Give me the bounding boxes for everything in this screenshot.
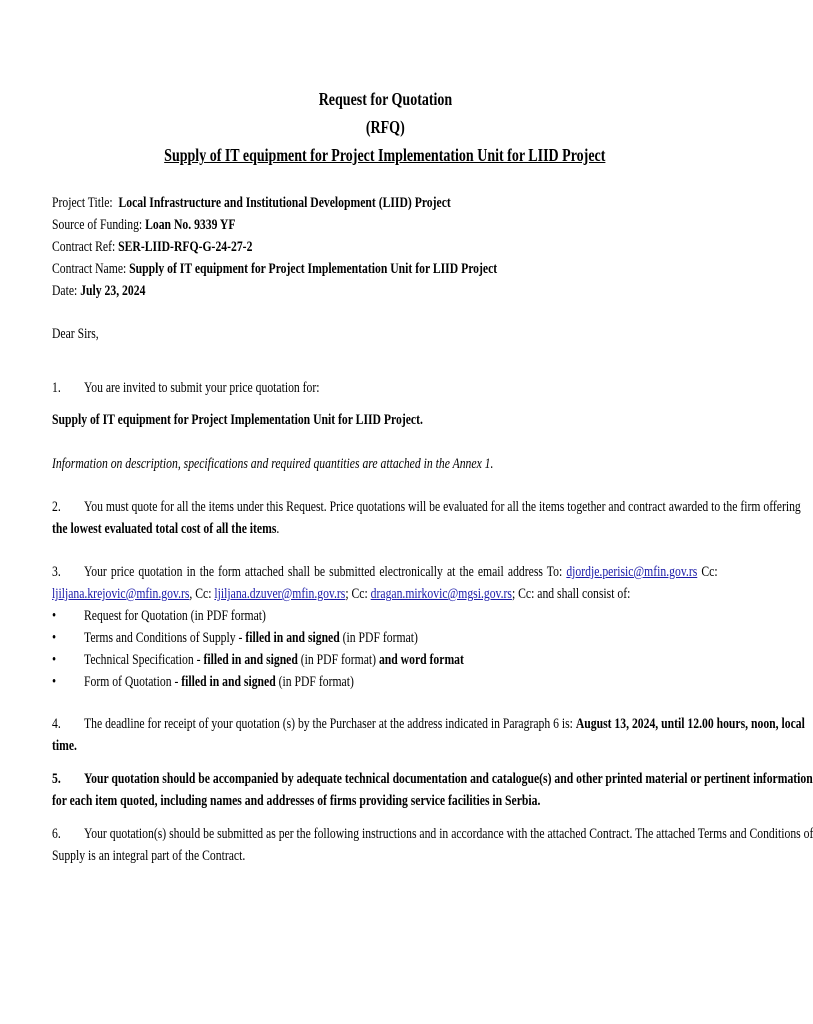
list-item: • Technical Specification - filled in and signed (in PDF format) and word format	[52, 652, 464, 668]
email-cc1-link[interactable]: ljiljana.krejovic@mfin.gov.rs	[52, 586, 190, 602]
title-line-1: Request for Quotation	[318, 89, 452, 109]
contract-name: Contract Name: Supply of IT equipment for Project Implementation Unit for LIID Project	[52, 261, 498, 277]
list-item: • Request for Quotation (in PDF format)	[52, 608, 266, 624]
paragraph-4: 4. The deadline for receipt of your quotation (s) by the Purchaser at the address indicated in Paragraph 6 is: August 13, 2024, until 12.00 hours, noon, local time.	[52, 716, 805, 754]
paragraph-3: 3. Your price quotation in the form attached shall be submitted electronically at the email address To: djordje.perisic@mfin.gov.rs Cc: ljiljana.krejovic@mfin.gov.rs, Cc: ljiljana.dzuver@mfin.gov.rs; Cc: dragan.mirkovic@mgsi.gov.rs; Cc: and shall consist of:	[52, 564, 718, 602]
list-item: • Terms and Conditions of Supply - filled in and signed (in PDF format)	[52, 630, 418, 646]
title-line-2: (RFQ)	[365, 117, 405, 137]
email-to-link[interactable]: djordje.perisic@mfin.gov.rs	[566, 564, 698, 580]
paragraph-2: 2. You must quote for all the items under this Request. Price quotations will be evaluated for all the items together and contract awarded to the firm offering the lowest evaluated total cost of all the items.	[52, 499, 801, 537]
paragraph-1-note: Information on description, specifications and required quantities are attached in the Annex 1.	[52, 456, 494, 472]
paragraph-5: 5. Your quotation should be accompanied by adequate technical documentation and catalogue(s) and other printed material or pertinent information for each item quoted, including names and addresses of firms providing service facilities in Serbia.	[52, 771, 813, 809]
contract-ref: Contract Ref: SER-LIID-RFQ-G-24-27-2	[52, 239, 253, 255]
paragraph-1: 1. You are invited to submit your price quotation for:	[52, 380, 320, 396]
paragraph-1-subject: Supply of IT equipment for Project Implementation Unit for LIID Project.	[52, 412, 423, 428]
salutation: Dear Sirs,	[52, 326, 99, 342]
email-cc3-link[interactable]: dragan.mirkovic@mgsi.gov.rs	[370, 586, 512, 602]
title-line-3: Supply of IT equipment for Project Implementation Unit for LIID Project	[164, 145, 606, 165]
list-item: • Form of Quotation - filled in and signed (in PDF format)	[52, 674, 354, 690]
bullet-icon: •	[52, 608, 57, 624]
bullet-icon: •	[52, 652, 57, 668]
source-of-funding: Source of Funding: Loan No. 9339 YF	[52, 217, 236, 233]
bullet-icon: •	[52, 630, 57, 646]
date: Date: July 23, 2024	[52, 283, 146, 299]
email-cc2-link[interactable]: ljiljana.dzuver@mfin.gov.rs	[214, 586, 346, 602]
project-title: Project Title: Local Infrastructure and Institutional Development (LIID) Project	[52, 195, 451, 211]
bullet-icon: •	[52, 674, 57, 690]
paragraph-6: 6. Your quotation(s) should be submitted as per the following instructions and in accordance with the attached Contract. The attached Terms and Conditions of Supply is an integral part of the Contract.	[52, 826, 813, 864]
